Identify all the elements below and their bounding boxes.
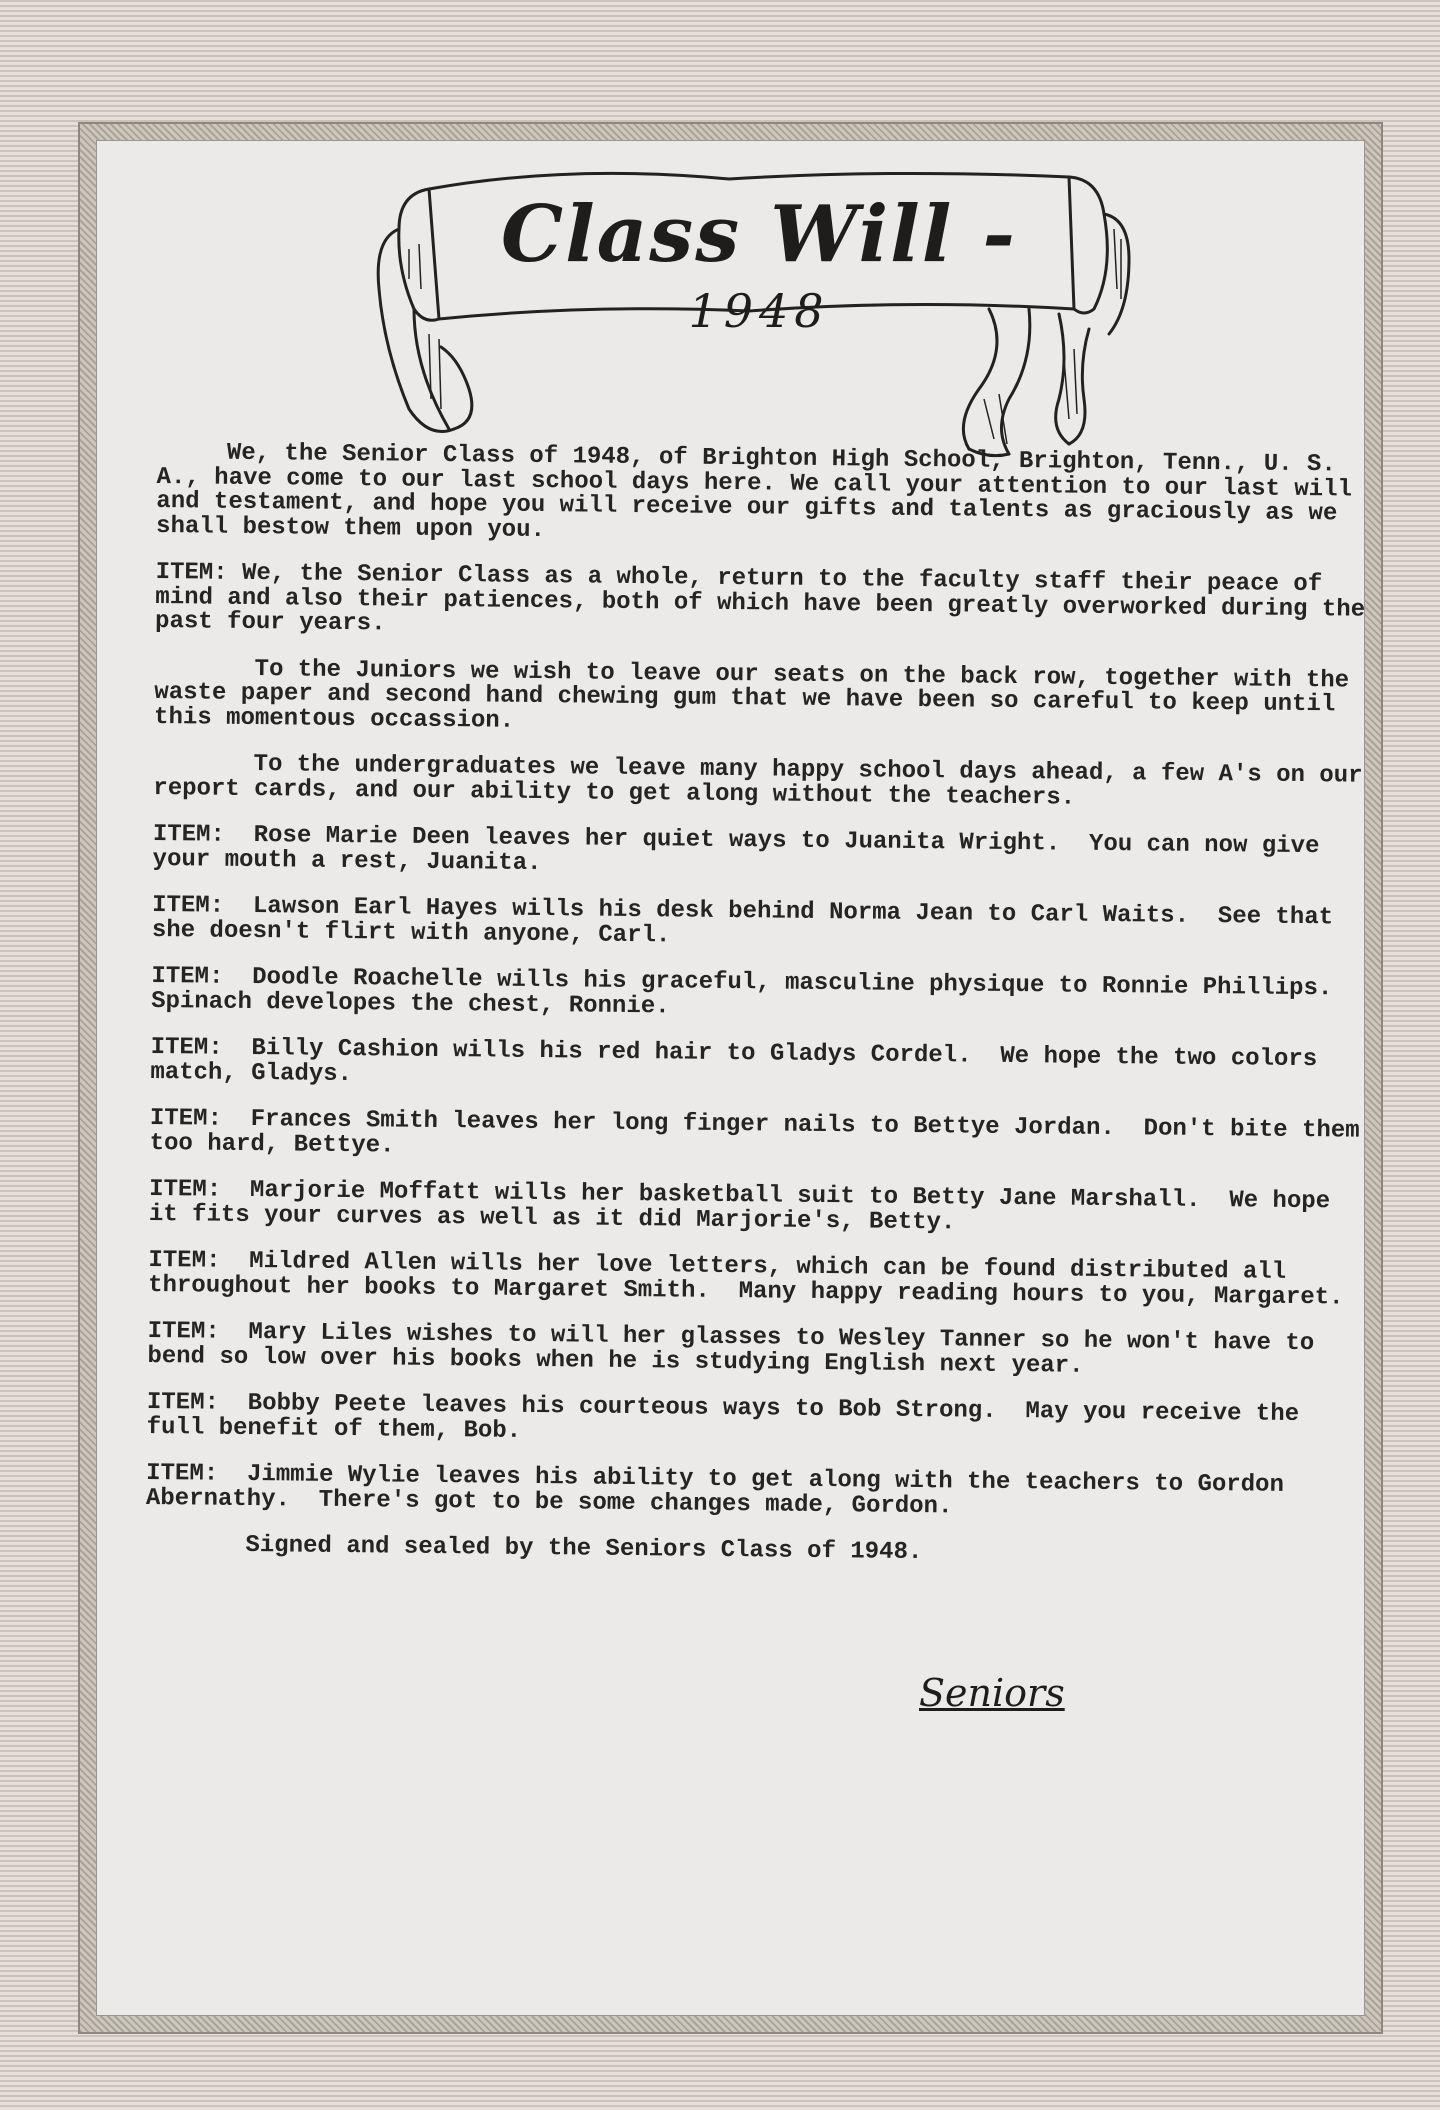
document-sheet [96,140,1380,2016]
page-border [78,122,1383,2034]
will-item: ITEM: Mildred Allen wills her love letters, which can be found distributed all throughout her books to Margaret Smith. Many happy reading hours to you, Margaret. [148,1246,1344,1311]
will-item: ITEM: Frances Smith leaves her long finger nails to Bettye Jordan. Don't bite them too hard, Bettye. [149,1104,1375,1160]
will-item: ITEM: Jimmie Wylie leaves his ability to get along with the teachers to Gordon Abernathy. There's got to be some changes made, Gordon. [145,1459,1299,1520]
will-item: ITEM: Marjorie Moffatt wills her basketball suit to Betty Jane Marshall. We hope it fits your curves as well as it did Marjorie's, Betty. [148,1175,1345,1236]
will-item: ITEM: Bobby Peete leaves his courteous ways to Bob Strong. May you receive the full benefit of them, Bob. [146,1388,1314,1445]
will-text [145,439,1380,1570]
document-year: 1948 [688,284,830,338]
will-item: ITEM: Doodle Roachelle wills his graceful, masculine physique to Ronnie Phillips. Spinach developes the chest, Ronnie. [150,962,1362,1020]
document-title: Class Will - [501,189,1017,280]
closing-line: Signed and sealed by the Seniors Class of 1948. [245,1531,923,1567]
intro-paragraph: We, the Senior Class of 1948, of Brighton High School, Brighton, Tenn., U. S. A., have come to our last school days here. We call your attention to our last will and testament, and hope you will receive our gifts and talents as graciously as we shall bestow them upon you. [155,439,1367,544]
juniors-paragraph: To the Juniors we wish to leave our seats on the back row, together with the waste paper and second hand chewing gum that we have been so careful to keep until this momentous occassion. [153,655,1364,735]
will-item: ITEM: Lawson Earl Hayes wills his desk behind Norma Jean to Carl Waits. See that she doesn't flirt with anyone, Carl. [151,891,1348,949]
signature [919,1671,1179,1741]
title-banner [369,159,1149,459]
faculty-item: ITEM: We, the Senior Class as a whole, return to the faculty staff their peace of mind and also their patiences, both of which have been greatly overworked during the past four years. [154,558,1380,638]
undergraduates-paragraph: To the undergraduates we leave many happy school days ahead, a few A's on our report cards, and our ability to get along without the teachers. [153,751,1378,812]
will-item: ITEM: Mary Liles wishes to will her glasses to Wesley Tanner so he won't have to bend so low over his books when he is studying English next year. [147,1317,1329,1380]
will-item: ITEM: Billy Cashion wills his red hair to Gladys Cordel. We hope the two colors match, Gladys. [150,1033,1332,1088]
will-item: ITEM: Rose Marie Deen leaves her quiet ways to Juanita Wright. You can now give your mouth a rest, Juanita. [152,820,1334,877]
signature-text: Seniors [919,1671,1065,1715]
